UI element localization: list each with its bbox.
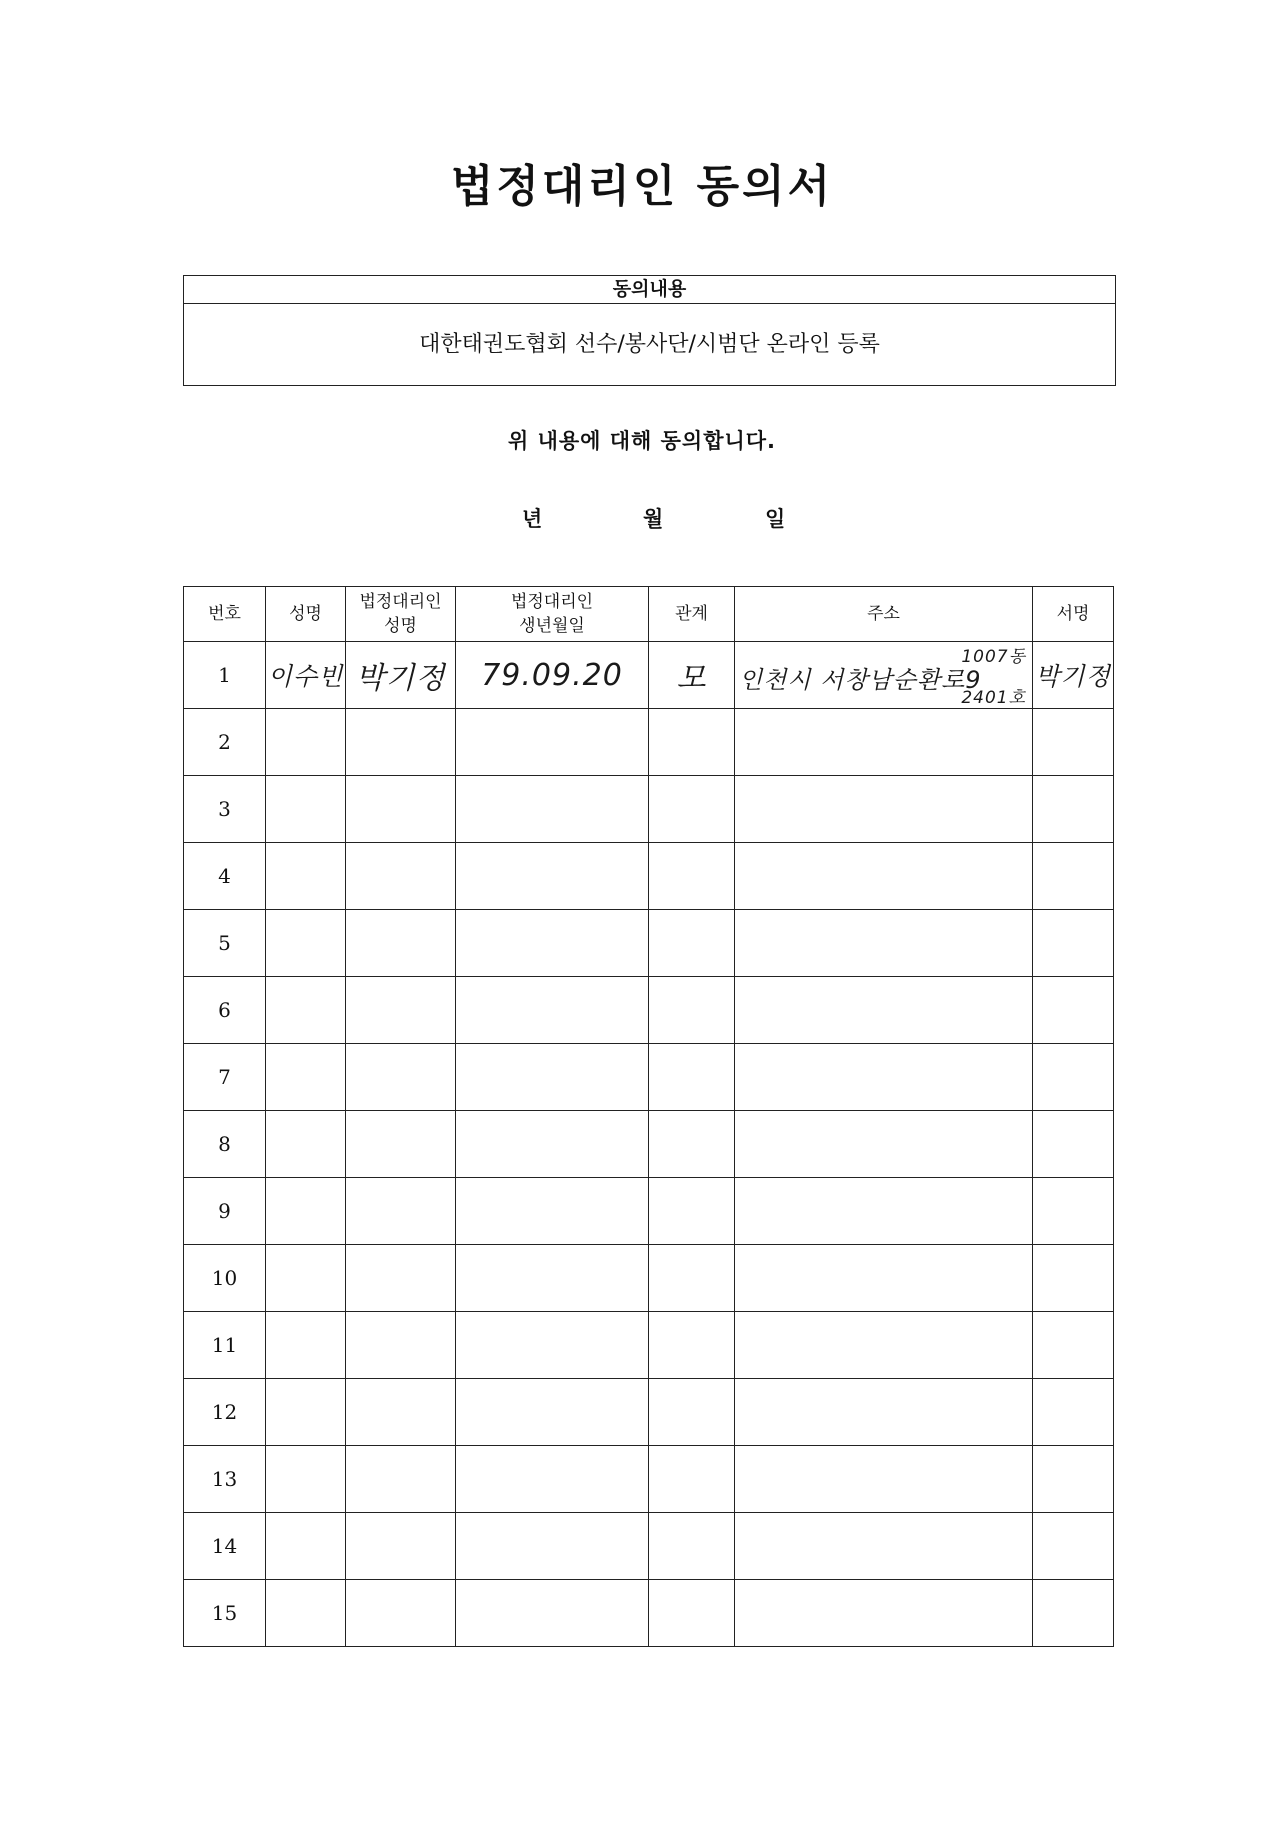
row-guardian-name[interactable] <box>346 1245 456 1312</box>
row-guardian-birth[interactable] <box>456 1379 649 1446</box>
row-signature[interactable] <box>1033 1044 1114 1111</box>
row-address[interactable] <box>735 1245 1033 1312</box>
row-relation[interactable] <box>649 1111 735 1178</box>
row-no: 11 <box>184 1312 266 1379</box>
row-no: 4 <box>184 843 266 910</box>
row-no: 1 <box>184 642 266 709</box>
row-guardian-birth[interactable] <box>456 1446 649 1513</box>
table-row <box>184 1044 1114 1111</box>
header-signature: 서명 <box>1033 587 1114 642</box>
table-row <box>184 642 1114 709</box>
table-row <box>184 1446 1114 1513</box>
row-guardian-birth[interactable] <box>456 1513 649 1580</box>
row-address[interactable] <box>735 843 1033 910</box>
row-guardian-name[interactable] <box>346 910 456 977</box>
row-name[interactable] <box>266 843 346 910</box>
row-name[interactable] <box>266 1111 346 1178</box>
header-name: 성명 <box>266 587 346 642</box>
row-guardian-name[interactable] <box>346 709 456 776</box>
row-no: 12 <box>184 1379 266 1446</box>
row-guardian-name[interactable] <box>346 1513 456 1580</box>
row-guardian-birth[interactable] <box>456 1312 649 1379</box>
row-signature[interactable] <box>1033 1446 1114 1513</box>
row-address[interactable]: 인천시 서창남순환로9 1007동 2401호 <box>735 642 1033 709</box>
row-guardian-birth[interactable] <box>456 1044 649 1111</box>
row-relation[interactable] <box>649 1379 735 1446</box>
row-relation[interactable] <box>649 1178 735 1245</box>
date-year-label: 년 <box>522 507 543 531</box>
row-name[interactable] <box>266 977 346 1044</box>
row-guardian-birth[interactable] <box>456 776 649 843</box>
row-relation[interactable] <box>649 1245 735 1312</box>
row-name[interactable] <box>266 1312 346 1379</box>
row-relation[interactable] <box>649 843 735 910</box>
row-guardian-name[interactable] <box>346 1178 456 1245</box>
row-signature[interactable] <box>1033 776 1114 843</box>
row-relation[interactable]: 모 <box>649 642 735 709</box>
consent-content-text: 대한태권도협회 선수/봉사단/시범단 온라인 등록 <box>419 332 880 357</box>
row-address[interactable] <box>735 1513 1033 1580</box>
row-signature[interactable] <box>1033 1580 1114 1647</box>
row-guardian-name[interactable] <box>346 1580 456 1647</box>
row-relation[interactable] <box>649 977 735 1044</box>
row-address[interactable] <box>735 910 1033 977</box>
row-name[interactable] <box>266 1379 346 1446</box>
row-relation[interactable] <box>649 776 735 843</box>
row-no: 6 <box>184 977 266 1044</box>
row-name[interactable] <box>266 1513 346 1580</box>
table-row <box>184 843 1114 910</box>
row-guardian-birth[interactable] <box>456 709 649 776</box>
row-no: 3 <box>184 776 266 843</box>
table-row <box>184 1111 1114 1178</box>
row-guardian-birth[interactable] <box>456 910 649 977</box>
row-guardian-birth[interactable] <box>456 1580 649 1647</box>
table-row <box>184 910 1114 977</box>
row-no: 9 <box>184 1178 266 1245</box>
table-header-row <box>184 587 1114 642</box>
row-no: 15 <box>184 1580 266 1647</box>
row-guardian-name[interactable] <box>346 1111 456 1178</box>
agreement-statement: 위 내용에 대해 동의합니다. <box>507 429 777 453</box>
row-address[interactable] <box>735 977 1033 1044</box>
row-relation[interactable] <box>649 910 735 977</box>
document-title: 법정대리인 동의서 <box>450 161 834 212</box>
date-day-label: 일 <box>765 507 786 531</box>
row-name[interactable]: 이수빈 <box>266 642 346 709</box>
row-guardian-name[interactable] <box>346 977 456 1044</box>
table-row <box>184 1580 1114 1647</box>
date-month-label: 월 <box>643 507 664 531</box>
consent-content-header: 동의내용 <box>184 276 1115 304</box>
row-name[interactable] <box>266 1178 346 1245</box>
row-signature[interactable] <box>1033 1111 1114 1178</box>
row-name[interactable] <box>266 709 346 776</box>
row-no: 5 <box>184 910 266 977</box>
row-no: 8 <box>184 1111 266 1178</box>
table-row <box>184 1513 1114 1580</box>
table-row <box>184 709 1114 776</box>
row-relation[interactable] <box>649 1446 735 1513</box>
table-row <box>184 1245 1114 1312</box>
row-guardian-name[interactable] <box>346 1312 456 1379</box>
row-address[interactable] <box>735 1111 1033 1178</box>
row-signature[interactable] <box>1033 910 1114 977</box>
row-guardian-name[interactable] <box>346 1446 456 1513</box>
row-address[interactable] <box>735 1178 1033 1245</box>
row-signature[interactable] <box>1033 1245 1114 1312</box>
table-row <box>184 1178 1114 1245</box>
consent-content-box <box>183 275 1116 386</box>
row-address[interactable] <box>735 1446 1033 1513</box>
row-guardian-birth[interactable] <box>456 1245 649 1312</box>
row-no: 14 <box>184 1513 266 1580</box>
table-row <box>184 1379 1114 1446</box>
row-signature[interactable] <box>1033 1513 1114 1580</box>
header-no: 번호 <box>184 587 266 642</box>
row-signature[interactable]: 박기정 <box>1033 642 1114 709</box>
row-guardian-name[interactable] <box>346 1044 456 1111</box>
row-signature[interactable] <box>1033 1379 1114 1446</box>
row-signature[interactable] <box>1033 843 1114 910</box>
row-name[interactable] <box>266 910 346 977</box>
row-guardian-birth[interactable] <box>456 1111 649 1178</box>
table-row <box>184 1312 1114 1379</box>
row-no: 7 <box>184 1044 266 1111</box>
row-guardian-birth[interactable] <box>456 1178 649 1245</box>
row-guardian-birth[interactable] <box>456 977 649 1044</box>
guardian-roster-table <box>183 586 1114 1647</box>
row-name[interactable] <box>266 1245 346 1312</box>
row-relation[interactable] <box>649 1312 735 1379</box>
row-name[interactable] <box>266 776 346 843</box>
row-signature[interactable] <box>1033 977 1114 1044</box>
row-address[interactable] <box>735 1312 1033 1379</box>
row-guardian-name[interactable] <box>346 843 456 910</box>
row-address[interactable] <box>735 1044 1033 1111</box>
row-address[interactable] <box>735 709 1033 776</box>
row-relation[interactable] <box>649 709 735 776</box>
header-guardian-name: 법정대리인 성명 <box>346 587 456 642</box>
row-signature[interactable] <box>1033 709 1114 776</box>
row-address[interactable] <box>735 1379 1033 1446</box>
row-name[interactable] <box>266 1044 346 1111</box>
header-relation: 관계 <box>649 587 735 642</box>
row-no: 10 <box>184 1245 266 1312</box>
row-guardian-birth[interactable]: 79.09.20 <box>456 642 649 709</box>
row-signature[interactable] <box>1033 1178 1114 1245</box>
row-no: 13 <box>184 1446 266 1513</box>
row-guardian-name[interactable]: 박기정 <box>346 642 456 709</box>
header-guardian-birth: 법정대리인 생년월일 <box>456 587 649 642</box>
row-signature[interactable] <box>1033 1312 1114 1379</box>
row-guardian-name[interactable] <box>346 776 456 843</box>
table-row <box>184 977 1114 1044</box>
row-no: 2 <box>184 709 266 776</box>
row-relation[interactable] <box>649 1513 735 1580</box>
table-row <box>184 776 1114 843</box>
row-name[interactable] <box>266 1446 346 1513</box>
row-guardian-birth[interactable] <box>456 843 649 910</box>
header-address: 주소 <box>735 587 1033 642</box>
row-relation[interactable] <box>649 1580 735 1647</box>
row-guardian-name[interactable] <box>346 1379 456 1446</box>
row-address[interactable] <box>735 776 1033 843</box>
row-relation[interactable] <box>649 1044 735 1111</box>
row-name[interactable] <box>266 1580 346 1647</box>
row-address[interactable] <box>735 1580 1033 1647</box>
